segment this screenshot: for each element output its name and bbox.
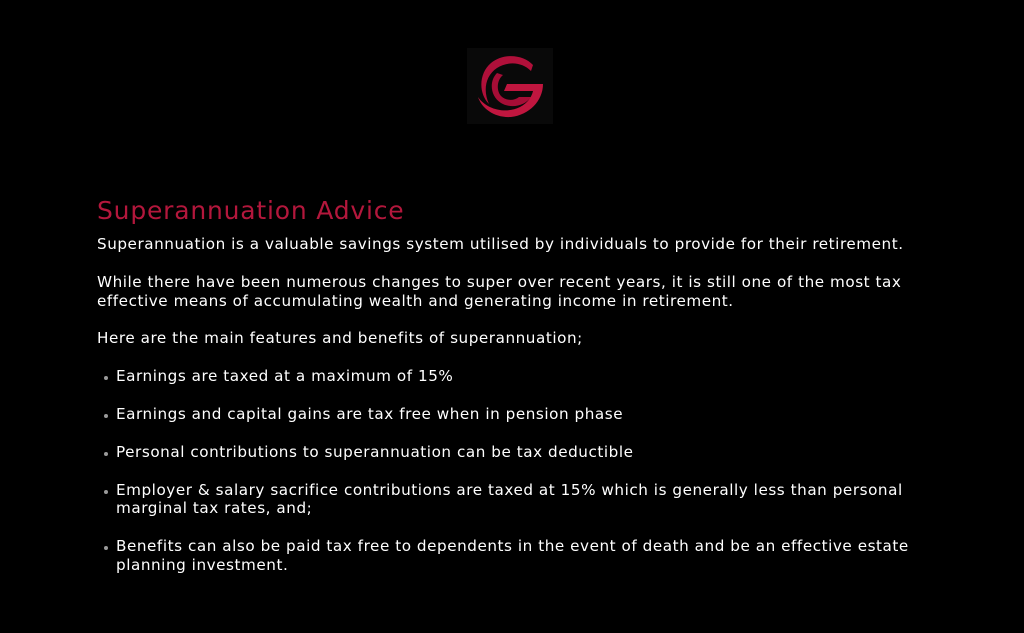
page-title: Superannuation Advice [97, 196, 405, 225]
bullet-icon [104, 376, 108, 380]
main-content [97, 196, 957, 594]
changes-paragraph: While there have been numerous changes to super over recent years, it is still one of the most tax effective means of accumulating wealth and generating income in retirement. [97, 272, 902, 310]
list-item [97, 443, 957, 462]
list-item-text: Earnings are taxed at a maximum of 15% [116, 367, 454, 386]
list-item [97, 537, 957, 575]
list-item-text: Benefits can also be paid tax free to dependents in the event of death and be an effective estate planning investment. [116, 537, 909, 574]
g-swoosh-logo-icon [473, 51, 547, 121]
features-intro-paragraph: Here are the main features and benefits of superannuation; [97, 329, 583, 348]
list-item [97, 481, 957, 519]
list-item-text: Employer & salary sacrifice contributions are taxed at 15% which is generally less than personal marginal tax rates, and; [116, 480, 903, 518]
list-item [97, 367, 957, 386]
list-item-text: Earnings and capital gains are tax free when in pension phase [116, 404, 624, 423]
bullet-icon [104, 414, 108, 418]
logo[interactable] [467, 48, 553, 124]
bullet-icon [104, 490, 108, 494]
list-item-text: Personal contributions to superannuation can be tax deductible [116, 442, 634, 461]
features-list [97, 367, 957, 575]
intro-paragraph: Superannuation is a valuable savings system utilised by individuals to provide for their retirement. [97, 235, 904, 253]
bullet-icon [104, 546, 108, 550]
list-item [97, 405, 957, 424]
bullet-icon [104, 452, 108, 456]
